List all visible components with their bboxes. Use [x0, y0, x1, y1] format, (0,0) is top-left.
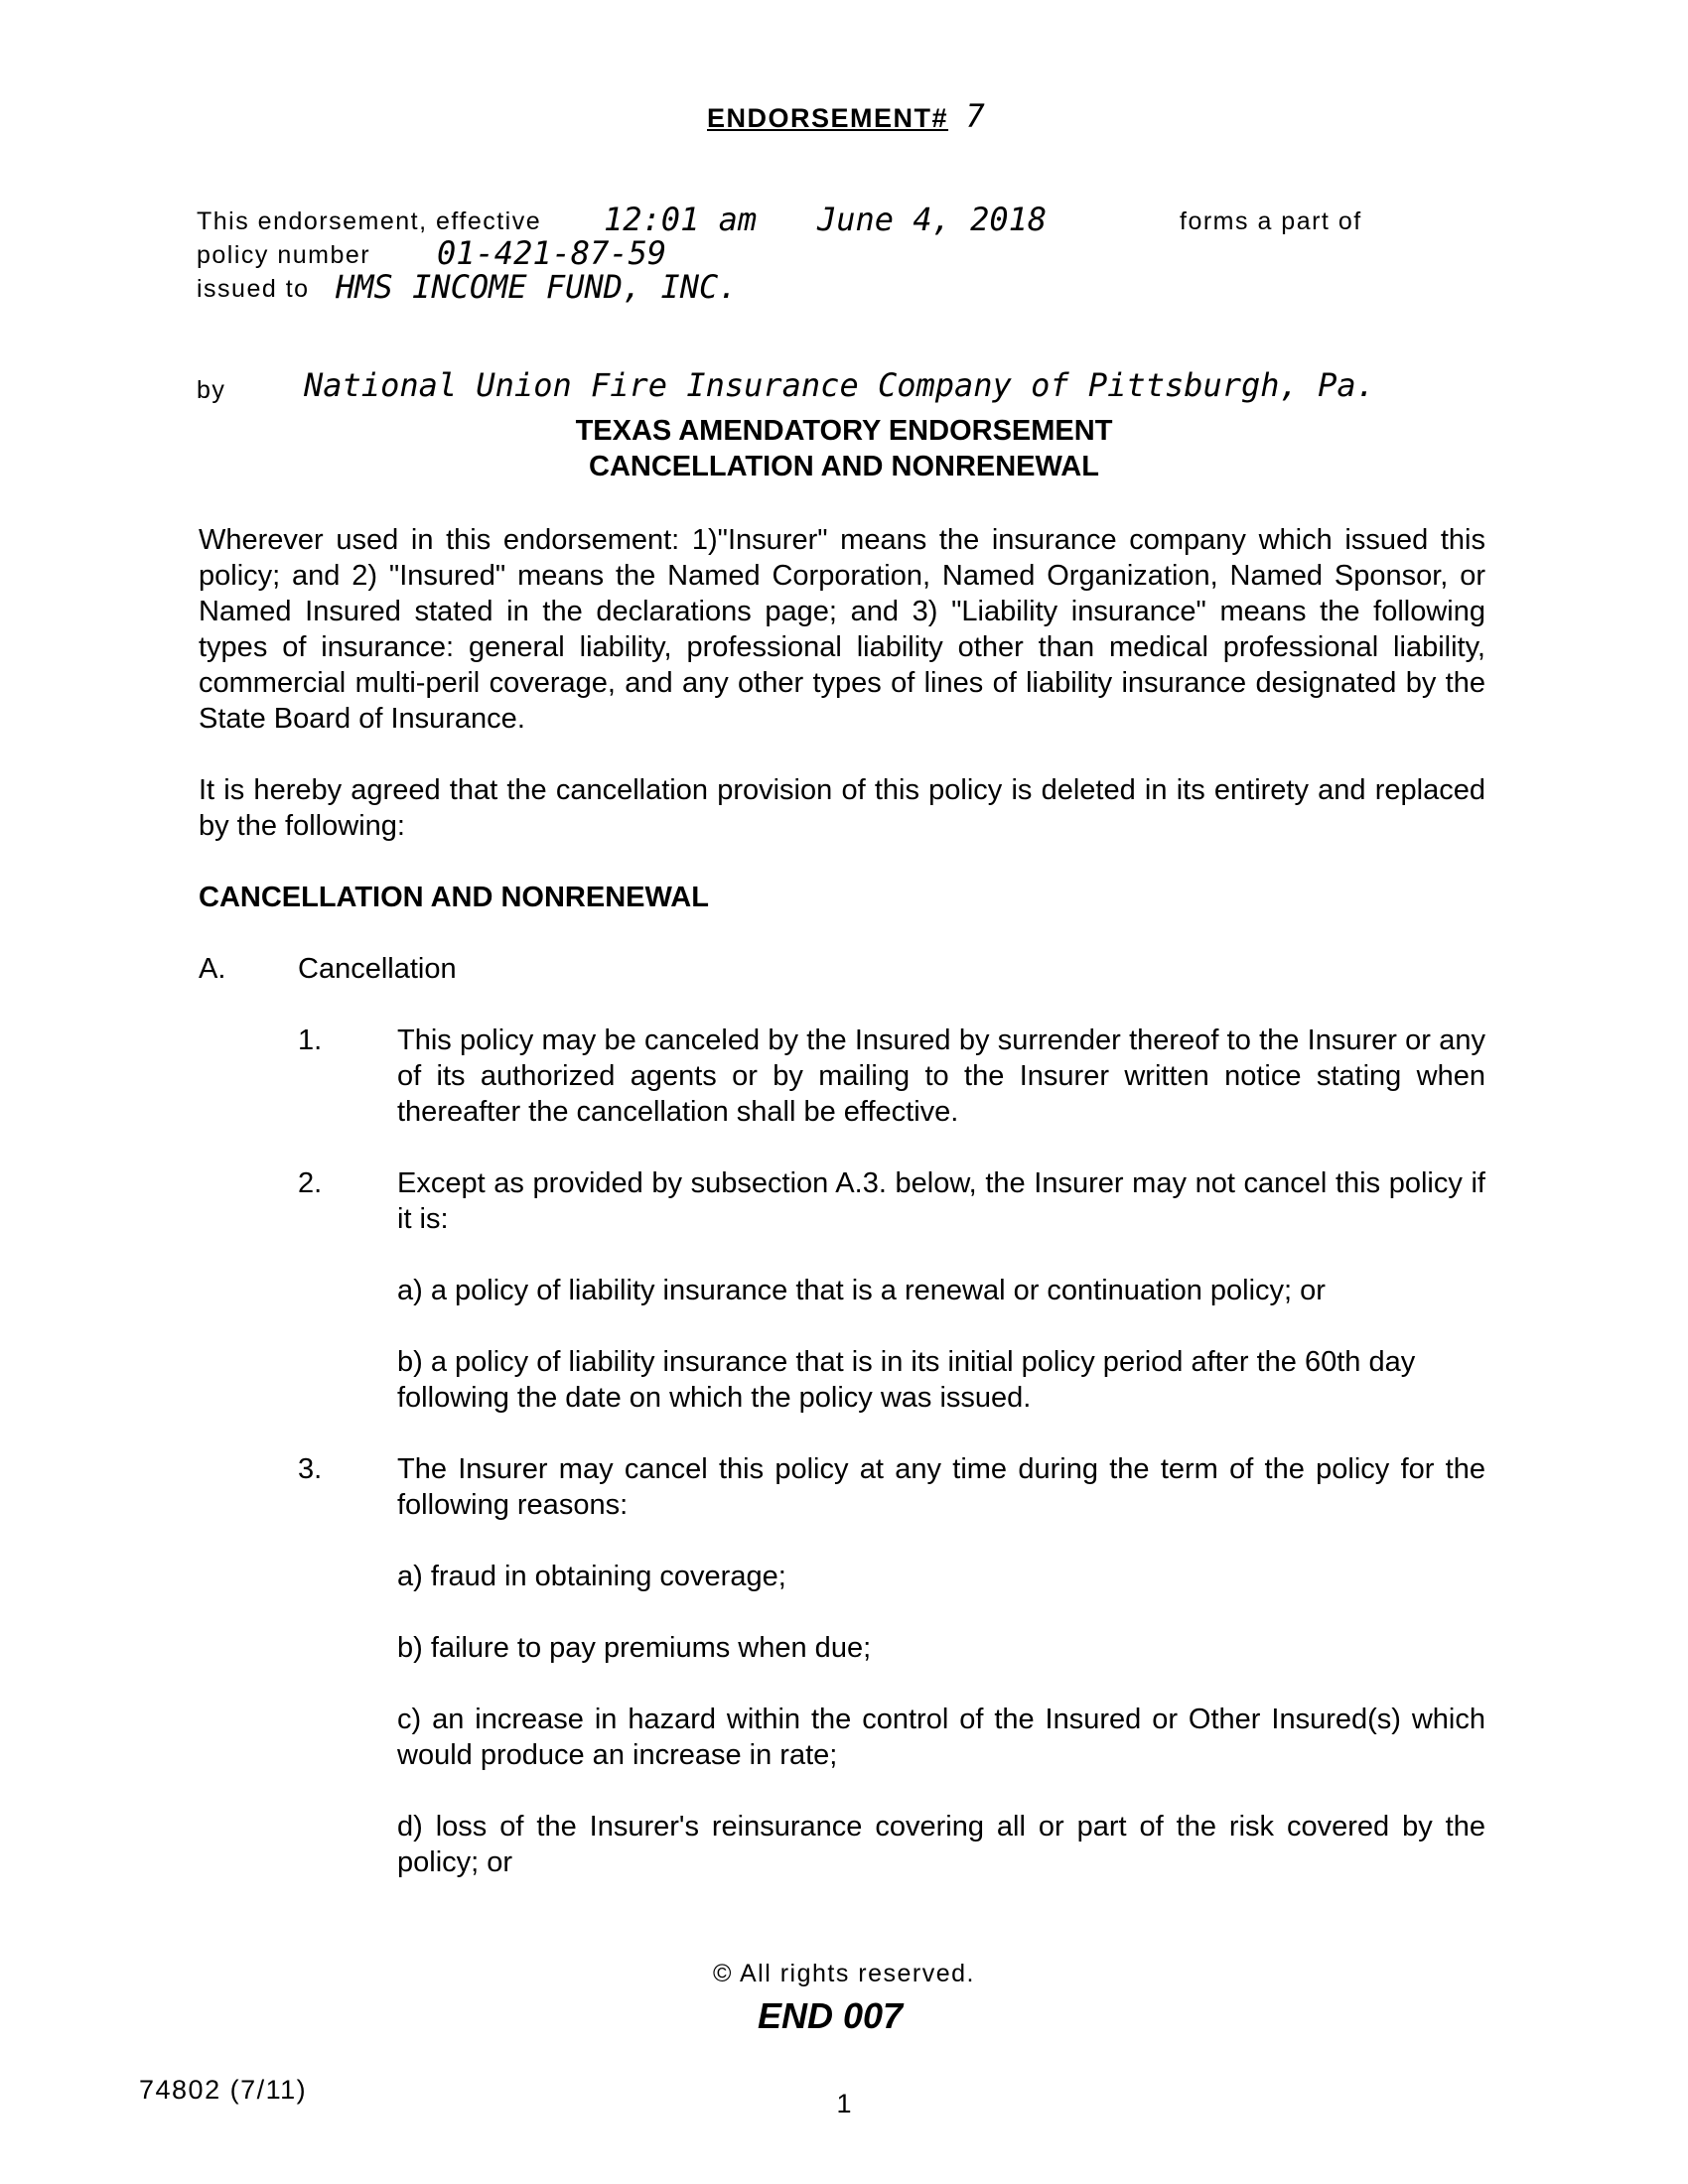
- end-code: END 007: [757, 1995, 904, 2036]
- item-3d-text: d) loss of the Insurer's reinsurance covering all or part of the risk covered by the policy; or: [397, 1811, 1485, 1878]
- endorsement-label: ENDORSEMENT#: [707, 103, 949, 133]
- section-heading: CANCELLATION AND NONRENEWAL: [199, 882, 709, 913]
- title-line-2: CANCELLATION AND NONRENEWAL: [589, 451, 1099, 482]
- forms-part-of: forms a part of: [1180, 207, 1362, 235]
- item-3c-text: c) an increase in hazard within the control of the Insured or Other Insured(s) which would produce an increase in rate;: [397, 1704, 1485, 1771]
- insurer-name: National Union Fire Insurance Company of Pittsburgh, Pa.: [304, 366, 1375, 404]
- item-2a-text: a) a policy of liability insurance that is a renewal or continuation policy; or: [397, 1275, 1326, 1306]
- form-number: 74802 (7/11): [139, 2075, 308, 2105]
- section-a-label: A.: [199, 953, 226, 985]
- agreement-paragraph: It is hereby agreed that the cancellation provision of this policy is deleted in its entirety and replaced by the following:: [199, 774, 1485, 842]
- definitions-paragraph: Wherever used in this endorsement: 1)"Insurer" means the insurance company which issued this policy; and 2) "Insured" means the Named Corporation, Named Organization, Named Sponsor, or Named Insured stated in the declarations page; and 3) "Liability insurance" means the following types of insurance: general liability, professional liability other than medical professional liability, commercial multi-peril coverage, and any other types of lines of liability insurance designated by the State Board of Insurance.: [199, 524, 1485, 735]
- by-label: by: [197, 376, 226, 404]
- section-a-title: Cancellation: [298, 953, 457, 985]
- issued-to: HMS INCOME FUND, INC.: [336, 268, 738, 306]
- endorsement-number: 7: [965, 97, 985, 135]
- effective-prefix: This endorsement, effective: [197, 207, 542, 235]
- item-3b-text: b) failure to pay premiums when due;: [397, 1632, 872, 1664]
- item-2-number: 2.: [298, 1167, 323, 1199]
- item-2b-text: b) a policy of liability insurance that is in its initial policy period after the 60th day following the date on which the policy was issued.: [397, 1346, 1416, 1414]
- policy-number: 01-421-87-59: [437, 234, 667, 272]
- endorsement-heading: [707, 97, 985, 135]
- effective-date: June 4, 2018: [817, 201, 1048, 238]
- effective-time: 12:01 am: [604, 201, 758, 238]
- item-2-text: Except as provided by subsection A.3. below, the Insurer may not cancel this policy if it is:: [397, 1167, 1485, 1235]
- item-1-number: 1.: [298, 1024, 323, 1056]
- item-3-text: The Insurer may cancel this policy at any time during the term of the policy for the following reasons:: [397, 1453, 1485, 1521]
- item-3-number: 3.: [298, 1453, 323, 1485]
- issued-to-label: issued to: [197, 275, 310, 303]
- item-1-text: This policy may be canceled by the Insured by surrender thereof to the Insurer or any of its authorized agents or by mailing to the Insurer written notice stating when thereafter the cancellation shall be effective.: [397, 1024, 1485, 1128]
- page-number: 1: [836, 2089, 852, 2118]
- item-3a-text: a) fraud in obtaining coverage;: [397, 1561, 786, 1592]
- policy-number-label: policy number: [197, 241, 371, 269]
- title-line-1: TEXAS AMENDATORY ENDORSEMENT: [575, 415, 1113, 447]
- copyright-notice: © All rights reserved.: [712, 1960, 975, 1987]
